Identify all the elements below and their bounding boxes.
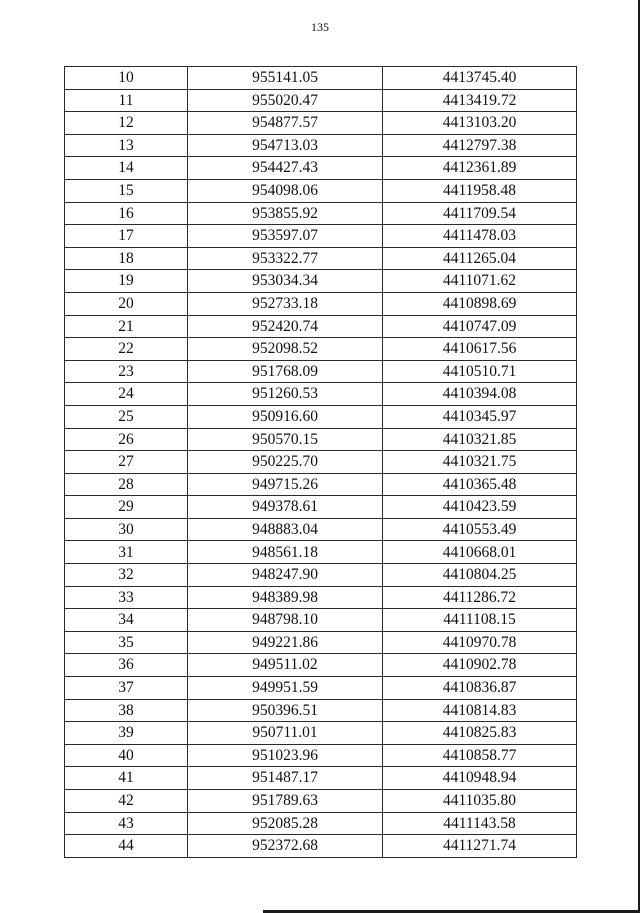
y-coordinate-cell: 4410747.09 <box>383 315 577 338</box>
y-coordinate-cell: 4410668.01 <box>383 541 577 564</box>
table-row <box>65 428 577 451</box>
x-coordinate-cell: 949221.86 <box>188 631 383 654</box>
y-coordinate-cell: 4410804.25 <box>383 564 577 587</box>
point-number-cell: 11 <box>65 89 188 112</box>
table-row <box>65 451 577 474</box>
y-coordinate-cell: 4411286.72 <box>383 586 577 609</box>
y-coordinate-cell: 4410510.71 <box>383 360 577 383</box>
point-number-cell: 25 <box>65 405 188 428</box>
y-coordinate-cell: 4411709.54 <box>383 202 577 225</box>
y-coordinate-cell: 4411143.58 <box>383 812 577 835</box>
y-coordinate-cell: 4412797.38 <box>383 134 577 157</box>
point-number-cell: 40 <box>65 744 188 767</box>
x-coordinate-cell: 948247.90 <box>188 564 383 587</box>
table-row <box>65 518 577 541</box>
point-number-cell: 13 <box>65 134 188 157</box>
table-row <box>65 225 577 248</box>
point-number-cell: 35 <box>65 631 188 654</box>
y-coordinate-cell: 4410902.78 <box>383 654 577 677</box>
y-coordinate-cell: 4411478.03 <box>383 225 577 248</box>
point-number-cell: 18 <box>65 247 188 270</box>
y-coordinate-cell: 4411071.62 <box>383 270 577 293</box>
x-coordinate-cell: 955141.05 <box>188 67 383 90</box>
x-coordinate-cell: 948389.98 <box>188 586 383 609</box>
table-row <box>65 338 577 361</box>
point-number-cell: 24 <box>65 383 188 406</box>
point-number-cell: 29 <box>65 496 188 519</box>
point-number-cell: 23 <box>65 360 188 383</box>
point-number-cell: 28 <box>65 473 188 496</box>
x-coordinate-cell: 954427.43 <box>188 157 383 180</box>
y-coordinate-cell: 4411035.80 <box>383 790 577 813</box>
table-row <box>65 270 577 293</box>
table-row <box>65 292 577 315</box>
x-coordinate-cell: 954877.57 <box>188 112 383 135</box>
table-row <box>65 405 577 428</box>
point-number-cell: 30 <box>65 518 188 541</box>
x-coordinate-cell: 953034.34 <box>188 270 383 293</box>
x-coordinate-cell: 949378.61 <box>188 496 383 519</box>
point-number-cell: 43 <box>65 812 188 835</box>
point-number-cell: 26 <box>65 428 188 451</box>
table-row <box>65 179 577 202</box>
point-number-cell: 16 <box>65 202 188 225</box>
y-coordinate-cell: 4410394.08 <box>383 383 577 406</box>
y-coordinate-cell: 4410321.85 <box>383 428 577 451</box>
table-row <box>65 134 577 157</box>
table-row <box>65 609 577 632</box>
x-coordinate-cell: 951260.53 <box>188 383 383 406</box>
y-coordinate-cell: 4410970.78 <box>383 631 577 654</box>
point-number-cell: 39 <box>65 722 188 745</box>
table-row <box>65 157 577 180</box>
coordinates-table-body <box>65 67 577 858</box>
table-row <box>65 677 577 700</box>
x-coordinate-cell: 952372.68 <box>188 835 383 858</box>
table-row <box>65 67 577 90</box>
table-row <box>65 586 577 609</box>
point-number-cell: 31 <box>65 541 188 564</box>
y-coordinate-cell: 4410948.94 <box>383 767 577 790</box>
coordinates-table <box>64 66 577 858</box>
y-coordinate-cell: 4410423.59 <box>383 496 577 519</box>
table-row <box>65 564 577 587</box>
x-coordinate-cell: 951789.63 <box>188 790 383 813</box>
point-number-cell: 42 <box>65 790 188 813</box>
point-number-cell: 15 <box>65 179 188 202</box>
y-coordinate-cell: 4410836.87 <box>383 677 577 700</box>
x-coordinate-cell: 950711.01 <box>188 722 383 745</box>
point-number-cell: 37 <box>65 677 188 700</box>
y-coordinate-cell: 4411265.04 <box>383 247 577 270</box>
x-coordinate-cell: 950570.15 <box>188 428 383 451</box>
table-row <box>65 89 577 112</box>
y-coordinate-cell: 4410321.75 <box>383 451 577 474</box>
point-number-cell: 36 <box>65 654 188 677</box>
point-number-cell: 22 <box>65 338 188 361</box>
point-number-cell: 33 <box>65 586 188 609</box>
point-number-cell: 38 <box>65 699 188 722</box>
table-row <box>65 112 577 135</box>
point-number-cell: 27 <box>65 451 188 474</box>
table-row <box>65 767 577 790</box>
y-coordinate-cell: 4412361.89 <box>383 157 577 180</box>
point-number-cell: 19 <box>65 270 188 293</box>
table-row <box>65 202 577 225</box>
table-row <box>65 812 577 835</box>
point-number-cell: 17 <box>65 225 188 248</box>
x-coordinate-cell: 951023.96 <box>188 744 383 767</box>
point-number-cell: 44 <box>65 835 188 858</box>
table-row <box>65 744 577 767</box>
x-coordinate-cell: 948883.04 <box>188 518 383 541</box>
table-row <box>65 654 577 677</box>
x-coordinate-cell: 948561.18 <box>188 541 383 564</box>
x-coordinate-cell: 950396.51 <box>188 699 383 722</box>
table-row <box>65 247 577 270</box>
y-coordinate-cell: 4413419.72 <box>383 89 577 112</box>
point-number-cell: 32 <box>65 564 188 587</box>
x-coordinate-cell: 952098.52 <box>188 338 383 361</box>
x-coordinate-cell: 955020.47 <box>188 89 383 112</box>
table-row <box>65 541 577 564</box>
x-coordinate-cell: 953597.07 <box>188 225 383 248</box>
y-coordinate-cell: 4410858.77 <box>383 744 577 767</box>
point-number-cell: 12 <box>65 112 188 135</box>
table-row <box>65 496 577 519</box>
table-row <box>65 315 577 338</box>
x-coordinate-cell: 951768.09 <box>188 360 383 383</box>
table-row <box>65 383 577 406</box>
table-row <box>65 790 577 813</box>
y-coordinate-cell: 4410365.48 <box>383 473 577 496</box>
point-number-cell: 21 <box>65 315 188 338</box>
point-number-cell: 34 <box>65 609 188 632</box>
x-coordinate-cell: 949715.26 <box>188 473 383 496</box>
point-number-cell: 20 <box>65 292 188 315</box>
x-coordinate-cell: 949951.59 <box>188 677 383 700</box>
y-coordinate-cell: 4413745.40 <box>383 67 577 90</box>
x-coordinate-cell: 950225.70 <box>188 451 383 474</box>
x-coordinate-cell: 953322.77 <box>188 247 383 270</box>
y-coordinate-cell: 4411108.15 <box>383 609 577 632</box>
y-coordinate-cell: 4411271.74 <box>383 835 577 858</box>
y-coordinate-cell: 4411958.48 <box>383 179 577 202</box>
x-coordinate-cell: 952085.28 <box>188 812 383 835</box>
y-coordinate-cell: 4410814.83 <box>383 699 577 722</box>
y-coordinate-cell: 4410617.56 <box>383 338 577 361</box>
x-coordinate-cell: 952733.18 <box>188 292 383 315</box>
y-coordinate-cell: 4413103.20 <box>383 112 577 135</box>
x-coordinate-cell: 953855.92 <box>188 202 383 225</box>
table-row <box>65 722 577 745</box>
table-row <box>65 631 577 654</box>
x-coordinate-cell: 950916.60 <box>188 405 383 428</box>
table-row <box>65 473 577 496</box>
table-row <box>65 699 577 722</box>
x-coordinate-cell: 948798.10 <box>188 609 383 632</box>
table-row <box>65 835 577 858</box>
point-number-cell: 41 <box>65 767 188 790</box>
point-number-cell: 14 <box>65 157 188 180</box>
point-number-cell: 10 <box>65 67 188 90</box>
x-coordinate-cell: 954713.03 <box>188 134 383 157</box>
y-coordinate-cell: 4410825.83 <box>383 722 577 745</box>
x-coordinate-cell: 952420.74 <box>188 315 383 338</box>
y-coordinate-cell: 4410345.97 <box>383 405 577 428</box>
x-coordinate-cell: 949511.02 <box>188 654 383 677</box>
y-coordinate-cell: 4410898.69 <box>383 292 577 315</box>
table-row <box>65 360 577 383</box>
y-coordinate-cell: 4410553.49 <box>383 518 577 541</box>
x-coordinate-cell: 954098.06 <box>188 179 383 202</box>
page-number: 135 <box>311 20 329 34</box>
x-coordinate-cell: 951487.17 <box>188 767 383 790</box>
